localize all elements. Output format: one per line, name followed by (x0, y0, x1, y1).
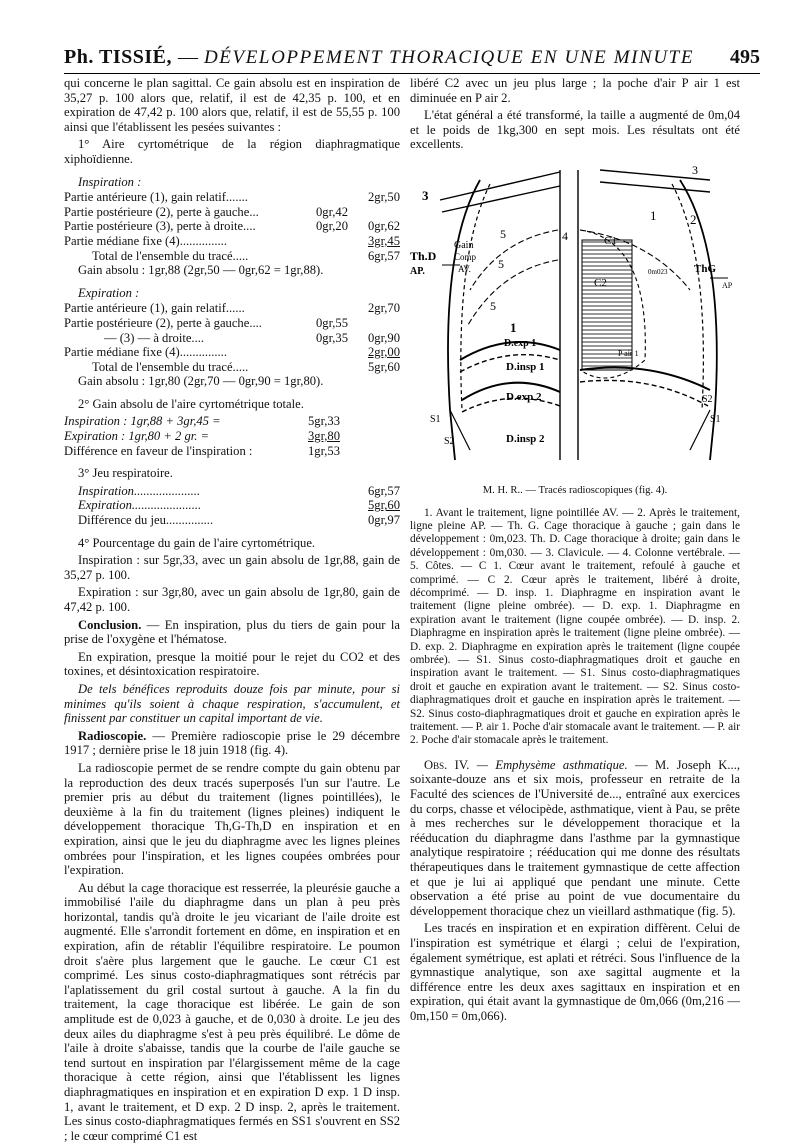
label-c1: C1 (604, 234, 617, 247)
label-3: 3 (422, 187, 429, 203)
radioscopie-paragraph: Radioscopie. — Première radioscopie prise le 29 décembre 1917 ; dernière prise le 18 juin 1918 (fig. 4). (64, 728, 400, 758)
expiration-paragraph: En expiration, presque la moitié pour le rejet du CO2 et des toxines, et désintoxication respiratoire. (64, 649, 400, 679)
label-s2a: S2 (444, 435, 455, 447)
table-row: Partie antérieure (1), gain relatif....... 2gr,50 (64, 190, 400, 205)
thorax-tracing-svg (410, 160, 740, 480)
label-gain-small: 0m023 (648, 267, 668, 276)
label-1a: 1 (510, 319, 517, 335)
label-s1b: S1 (710, 413, 721, 425)
radioscopie-heading: Radioscopie. (78, 728, 147, 743)
percentage-inspiration: Inspiration : sur 5gr,33, avec un gain absolu de 1gr,88, gain de 35,27 p. 100. (64, 553, 400, 582)
table-row: Partie postérieure (2), perte à gauche.... 0gr,55 (64, 315, 348, 330)
table-row: — (3) — à droite.... 0gr,35 0gr,90 (104, 330, 400, 345)
left-column (64, 76, 400, 1146)
item-2-heading: 2° Gain absolu de l'aire cyrtométrique totale. (78, 396, 304, 411)
table-row: Expiration : 1gr,80 + 2 gr. = 3gr,80 (64, 429, 340, 444)
observation-paragraph: Obs. IV. — Emphysème asthmatique. — M. Joseph K..., soixante-douze ans et six mois, professeur en retraite de la Faculté des sciences de l'Université de..., entraîné aux exercices du corps, chasse et vélocipède, asthmatique, vient à Pau, se prête à mes recherches sur le développement thoracique et la rééducation du diaphragme dans l'asthme par la gymnastique analytique respiratoire ; rééducation qui me donne des résultats thérapeutiques dans le traitement gymnastique de cette affection et que je lui ai appliqué que pendant une minute. Cette observation a été prise au point de vue documentaire du développement thoracique chez un vieillard asthmatique (fig. 5). (410, 757, 740, 918)
table-row: Partie postérieure (3), perte à droite.... 0gr,20 0gr,62 (64, 219, 400, 234)
label-comp: Comp (454, 251, 477, 262)
inspiration-gain: Gain absolu : 1gr,88 (2gr,50 — 0gr,62 = 1gr,88). (78, 263, 324, 278)
table-row: Inspiration : 1gr,88 + 3gr,45 = 5gr,33 (64, 414, 340, 429)
running-head-author: Ph. TISSIÉ, (64, 46, 172, 68)
label-thd: Th.D (410, 248, 437, 263)
table-row: Partie médiane fixe (4)............... 3gr,45 (64, 233, 400, 248)
radioscopic-figure (410, 160, 740, 480)
conclusion-heading: Conclusion. (78, 617, 142, 632)
item-3-heading: 3° Jeu respiratoire. (78, 466, 173, 481)
table-total-row: Total de l'ensemble du tracé..... 5gr,60 (92, 359, 400, 374)
label-3b: 3 (692, 162, 698, 177)
table-row: Expiration...................... 5gr,60 (78, 498, 400, 513)
table-row: Inspiration..................... 6gr,57 (78, 483, 400, 498)
italic-paragraph: De tels bénéfices reproduits douze fois par minute, pour si minimes qu'ils soient à chaque respiration, s'accumulent, et finissent par constituer un capital important de vie. (64, 681, 400, 726)
last-paragraph: Les tracés en inspiration et en expiration diffèrent. Celui de l'inspiration est symétrique et élargi ; celui de l'expiration, également symétrique, est aplati et rétréci. Sous l'influence de la gymnastique analytique, son axe sagittal augmente et la différence entre les deux axes sagittaux en inspiration et en expiration, qui était avant la gymnastique de 0m,066 (0m,216 — 0m,150 = 0m,066). (410, 921, 740, 1023)
label-c2: C2 (594, 276, 607, 289)
running-head (64, 46, 760, 74)
label-ap2: AP (722, 280, 733, 290)
radioscopie-body: La radioscopie permet de se rendre compte du gain obtenu par la reproduction des deux tracés superposés l'un sur l'autre. Le premier pris au début du traitement (lignes pointillées), le deuxième à la fin du traitement (lignes pleines) indiquent le développement thoracique Th,G-Th,D en inspiration et en expiration, ainsi que le jeu du diaphragme avec les lignes pleines ombrées pour l'inspiration, et les lignes coupées ombrées pour l'expiration. (64, 760, 400, 878)
label-5b: 5 (498, 256, 504, 271)
right-column (410, 76, 740, 1027)
jeu-table (64, 484, 400, 528)
label-gain: Gain (454, 239, 474, 251)
label-s2b: S2 (702, 393, 713, 405)
continuation-paragraph: libéré C2 avec un jeu plus large ; la poche d'air P air 1 est diminuée en P air 2. (410, 76, 740, 105)
running-head-title: DÉVELOPPEMENT THORACIQUE EN UNE MINUTE (203, 47, 695, 68)
label-thg: ThG (694, 262, 717, 275)
inspiration-table (64, 190, 400, 278)
figure-legend: 1. Avant le traitement, ligne pointillée AV. — 2. Après le traitement, ligne pleine AP. — Th. G. Cage thoracique à gauche ; gain dans le développement : 0m,023. Th. D. Cage thoracique à droite; gain dans le développement : 0m,030. — 3. Clavicule. — 4. Colonne vertébrale. — 5. Côtes. — C 1. Cœur avant le traitement, refoulé à gauche et comprimé. — C 2. Cœur après le traitement, libéré à droite, décomprimé. — D. insp. 1. Diaphragme en inspiration avant le traitement (ligne pleine ombrée). — D. exp. 1. Diaphragme en expiration avant le traitement (ligne coupée ombrée). — D. insp. 2. Diaphragme en inspiration après le traitement (ligne pleine ombrée). — D. exp. 2. Diaphragme en expiration après le traitement (ligne coupée ombrée). — S1. Sinus costo-diaphragmatiques droit et gauche en inspiration avant le traitement. — S1. Sinus costo-diaphragmatiques droit et gauche en expiration avant le traitement. — S2. Sinus costo-diaphragmatiques droit et gauche en inspiration après le traitement. — S2. Sinus costo-diaphragmatiques droit et gauche en expiration après le traitement. — P. air 1. Poche d'air stomacale avant le traitement. — P. air 2. Poche d'air stomacale après le traitement. (410, 506, 740, 747)
label-dexp1: D.exp 1 (504, 337, 537, 349)
label-av: AV. (458, 263, 471, 274)
label-ap: AP. (410, 265, 425, 277)
expiration-label: Expiration : (78, 285, 140, 300)
label-2: 2 (690, 211, 697, 227)
label-dexp2: D.exp 2 (506, 390, 542, 403)
figure-caption: M. H. R.. — Tracés radioscopiques (fig. 4). (482, 484, 668, 496)
running-head-separator: — (177, 46, 198, 68)
label-dinsp1: D.insp 1 (506, 360, 545, 373)
label-s1a: S1 (430, 413, 441, 425)
label-dinsp2: D.insp 2 (506, 432, 545, 445)
label-4: 4 (562, 228, 568, 243)
page-number: 495 (730, 46, 760, 68)
observation-title: — Emphysème asthmatique. (476, 757, 628, 772)
table-row: Partie antérieure (1), gain relatif...... 2gr,70 (64, 301, 400, 316)
table-row: Différence en faveur de l'inspiration : 1gr,53 (64, 443, 340, 458)
intro-paragraph: qui concerne le plan sagittal. Ce gain absolu est en inspiration de 35,27 p. 100 alors que, relatif, il est de 42,35 p. 100, et en expiration de 47,42 p. 100 alors que, relatif, il est de 55,55 p. 100 ainsi que l'établissent les pesées suivantes : (64, 76, 400, 134)
table-row: Différence du jeu............... 0gr,97 (78, 513, 400, 528)
table-row: Partie postérieure (2), perte à gauche... 0gr,42 (64, 204, 348, 219)
observation-heading: Obs. IV. (424, 757, 470, 772)
expiration-gain: Gain absolu : 1gr,80 (2gr,70 — 0gr,90 = 1gr,80). (78, 374, 324, 389)
label-pair: P air 1 (618, 348, 639, 358)
results-paragraph: L'état général a été transformé, la taille a augmenté de 0m,04 et le poids de 1kg,300 en sept mois. Les résultats ont été excellents. (410, 108, 740, 152)
expiration-table (64, 301, 400, 389)
table-total-row: Total de l'ensemble du tracé..... 6gr,57 (92, 248, 400, 263)
label-5c: 5 (490, 298, 496, 313)
label-5a: 5 (500, 226, 506, 241)
item-4-heading: 4° Pourcentage du gain de l'aire cyrtométrique. (78, 535, 316, 550)
item-1-heading: 1° Aire cyrtométrique de la région diaphragmatique xiphoïdienne. (64, 137, 400, 166)
conclusion-paragraph: Conclusion. — En inspiration, plus du tiers de gain pour la prise de l'oxygène et l'hématose. (64, 617, 400, 647)
inspiration-label: Inspiration : (78, 174, 142, 189)
table-row: Partie médiane fixe (4)............... 2gr,00 (64, 345, 400, 360)
final-paragraph: Au début la cage thoracique est resserrée, la pleurésie gauche a immobilisé l'aile du diaphragme dans un plan à peu près horizontal, tandis qu'à droite le jeu vicariant de l'aile droite est augmenté. Elle s'arrondit fortement en dôme, en inspiration et en expiration, afin de rétablir l'équilibre respiratoire. Le poumon droit s'aère plus largement que le gauche. Le cœur C1 est comprimé. Les sinus costo-diaphragmatiques sont rétrécis par l'aplatissement du gril costal surtout à gauche. A la fin du traitement, la cage thoracique est libérée. Le gain de son amplitude est de 0,023 à gauche, et de 0,030 à droite. Le jeu des deux ailes du diaphragme s'est à peu près équilibré. Le dôme de l'aile à droite s'abaisse, tandis que la courbe de l'aile gauche se tend surtout en inspiration par l'élargissement même de la cage thoracique à cette région, ainsi que l'établissent les lignes diaphragmatiques en inspiration et en expiration D exp. 1 D insp. 1, avant le traitement, et D exp. 2 D insp. 2, après le traitement. Les sinus costo-diaphragmatiques fermés en SS1 s'ouvrent en SS2 ; le cœur comprimé C1 est (64, 880, 400, 1143)
label-1b: 1 (650, 207, 657, 223)
sum-table (64, 414, 400, 458)
percentage-expiration: Expiration : sur 3gr,80, avec un gain absolu de 1gr,80, gain de 47,42 p. 100. (64, 585, 400, 614)
